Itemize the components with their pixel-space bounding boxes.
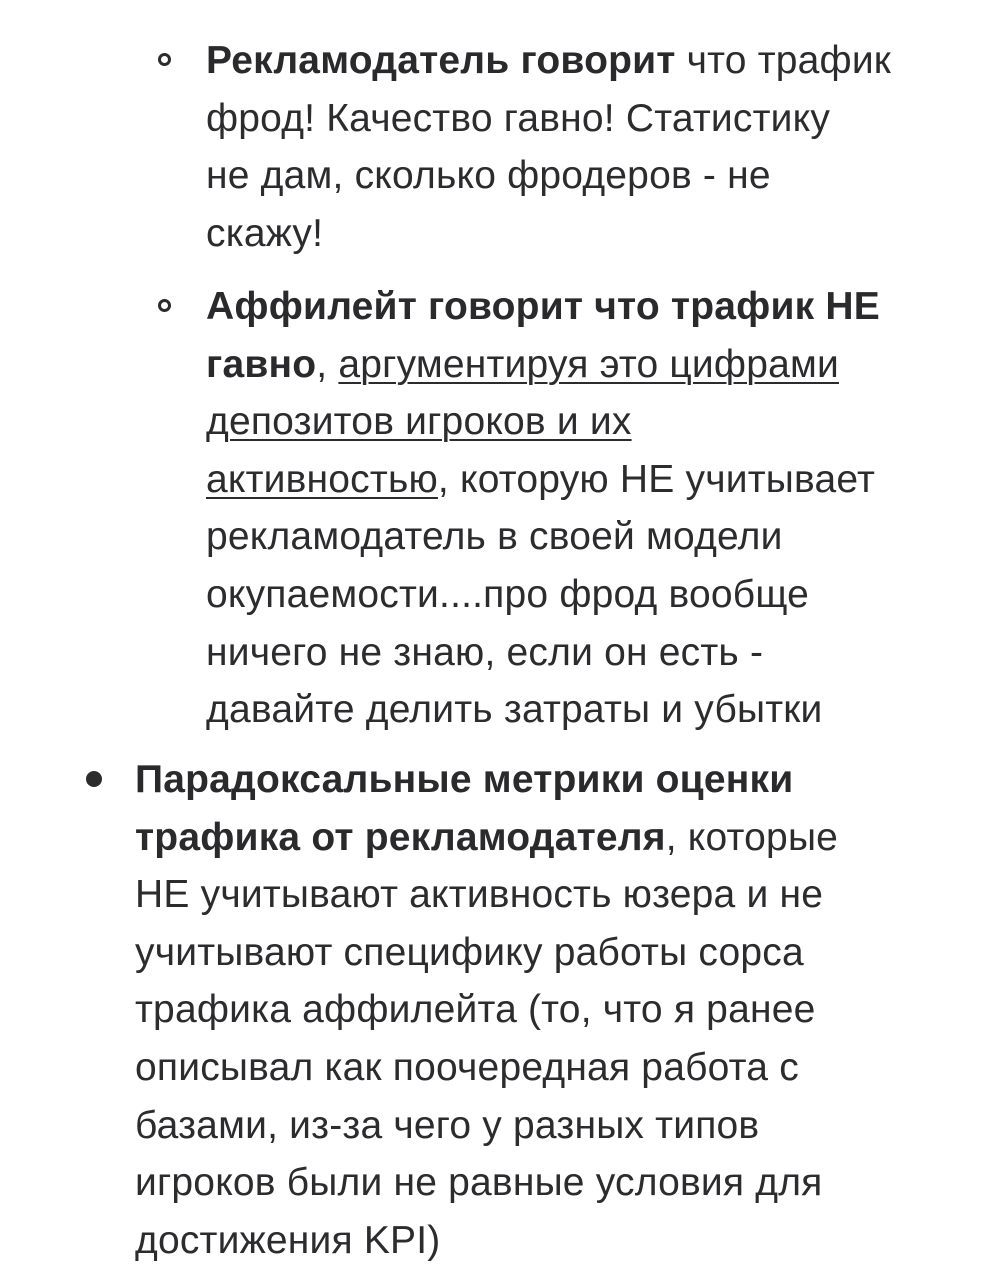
text-line	[206, 32, 966, 90]
text-line: НЕ учитывают активность юзера и не	[135, 873, 824, 917]
solid-bullet-icon	[86, 771, 102, 787]
text-line: описывал как поочередная работа с	[135, 1045, 799, 1089]
text-line: достижения KPI)	[135, 1218, 441, 1262]
text-line: скажу!	[206, 211, 324, 255]
text-line: окупаемости....про фрод вообще	[206, 572, 810, 616]
underlined-link[interactable]: депозитов игроков и их	[206, 400, 632, 444]
text-line: игроков были не равные условия для	[135, 1161, 823, 1205]
bold-lead: Парадоксальные метрики оценки	[135, 758, 794, 801]
text-segment: , которую НЕ учитывает	[437, 457, 876, 501]
text-line: давайте делить затраты и убытки	[206, 688, 823, 732]
underlined-link[interactable]: активностью	[206, 457, 438, 501]
text-segment: , которые	[665, 815, 839, 859]
text-line	[206, 336, 966, 394]
text-segment: ,	[316, 342, 339, 386]
hollow-bullet-icon	[158, 53, 171, 66]
text-line: фрод! Качество гавно! Статистику	[206, 96, 831, 140]
text-line	[135, 809, 965, 867]
text-segment: что трафик	[675, 39, 892, 82]
text-line: трафика аффилейта (то, что я ранее	[135, 988, 816, 1032]
bold-lead: трафика от рекламодателя	[135, 815, 666, 859]
text-line	[206, 451, 966, 509]
bold-lead: гавно	[206, 342, 317, 386]
text-line: ничего не знаю, если он есть -	[206, 630, 764, 674]
text-line	[206, 278, 966, 336]
text-line: рекламодатель в своей модели	[206, 515, 783, 559]
text-line	[206, 393, 966, 451]
list-item	[206, 278, 966, 739]
text-line: не дам, сколько фродеров - не	[206, 154, 771, 198]
text-line: учитывают специфику работы сорса	[135, 930, 804, 974]
text-line: базами, из-за чего у разных типов	[135, 1103, 760, 1147]
text-line	[135, 751, 965, 809]
hollow-bullet-icon	[158, 299, 171, 312]
list-item	[135, 751, 965, 1269]
underlined-link[interactable]: аргументируя это цифрами	[338, 342, 839, 386]
bold-lead: Аффилейт говорит что трафик НЕ	[206, 285, 880, 328]
list-item	[206, 32, 966, 262]
bold-lead: Рекламодатель говорит	[206, 39, 676, 82]
